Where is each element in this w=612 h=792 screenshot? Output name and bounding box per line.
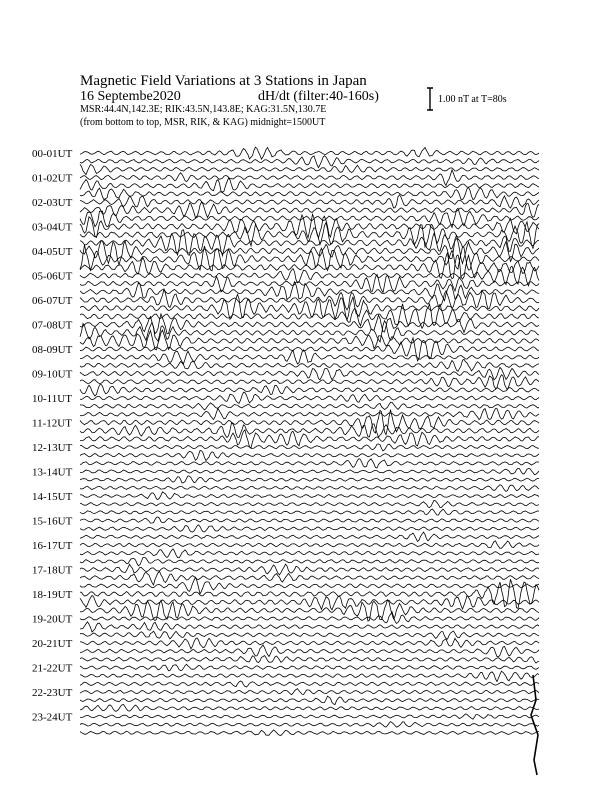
hour-label: 07-08UT [32,319,73,332]
trace-rik [80,451,539,461]
hour-label: 15-16UT [32,515,73,528]
trace-kag [80,681,539,687]
trace-rik [80,596,539,610]
trace-kag [80,705,539,712]
date-month: 16 Septembe [80,89,153,104]
trace-rik [80,696,539,705]
trace-msr [80,612,539,624]
trace-rik [80,245,539,271]
trace-kag [80,577,539,594]
trace-kag [80,164,539,174]
date-year: 2020 [152,89,181,104]
trace-kag [80,631,539,639]
trace-rik [80,156,539,168]
trace-kag [80,509,539,515]
trace-kag [80,485,539,492]
hour-label: 03-04UT [32,221,73,234]
trace-msr [80,410,539,435]
spike-trace [531,675,538,775]
trace-msr [80,338,539,361]
hour-label: 13-14UT [32,466,73,479]
hour-label: 16-17UT [32,540,73,552]
mode-label: dH/dt (filter:40-160s) [258,89,379,104]
trace-kag [80,408,539,419]
trace-rik [80,549,539,558]
trace-kag [80,282,539,301]
order-label: (from bottom to top, MSR, RIK, & KAG) midnight=1500UT [80,117,326,128]
hour-label: 00-01UT [32,148,73,160]
hour-label: 23-24UT [32,711,73,724]
hour-label: 06-07UT [32,295,73,307]
trace-msr [80,147,539,159]
scale-bar [427,88,433,110]
trace-rik [80,500,539,507]
hour-label: 20-21UT [32,638,73,650]
hour-label: 22-23UT [32,687,73,699]
trace-rik [80,722,539,728]
trace-msr [80,468,539,474]
hour-label: 04-05UT [32,246,73,258]
hour-label: 12-13UT [32,442,73,454]
trace-msr [80,214,539,238]
trace-rik [80,525,539,532]
hour-label: 10-11UT [32,393,72,405]
trace-rik [80,423,539,438]
hour-label: 21-22UT [32,662,73,675]
hour-label: 01-02UT [32,172,73,185]
hour-label: 11-12UT [32,417,72,430]
trace-kag [80,188,539,200]
trace-rik [80,622,539,632]
trace-msr [80,714,539,719]
trace-msr [80,517,539,523]
scale-bar-label: 1.00 nT at T=80s [438,94,507,105]
trace-rik [80,202,539,218]
trace-rik [80,645,539,657]
trace-msr [80,367,539,380]
trace-kag [80,252,539,279]
trace-kag [80,230,539,256]
trace-rik [80,402,539,410]
trace-kag [80,532,539,541]
trace-msr [80,541,539,548]
hour-label: 19-20UT [32,613,73,626]
chart-title: Magnetic Field Variations at 3 Stations in Japan [80,73,367,89]
hour-label: 09-10UT [32,368,73,381]
trace-msr [80,195,539,208]
trace-kag [80,330,539,350]
trace-kag [80,656,539,664]
trace-msr [80,638,539,649]
trace-kag [80,359,539,371]
hour-label: 17-18UT [32,564,73,577]
trace-msr [80,392,539,403]
trace-rik [80,671,539,681]
trace-msr [80,444,539,451]
trace-msr [80,492,539,500]
trace-kag [80,730,539,736]
hour-label: 08-09UT [32,344,73,356]
trace-msr [80,664,539,671]
trace-rik [80,571,539,585]
trace-msr [80,564,539,575]
hour-label: 05-06UT [32,270,73,283]
hour-label: 14-15UT [32,491,73,503]
trace-rik [80,476,539,483]
trace-kag [80,459,539,468]
stations-label: MSR:44.4N,142.3E; RIK:43.5N,143.8E; KAG:31.5N,130.7E [80,104,327,115]
trace-kag [80,558,539,566]
hour-label: 02-03UT [32,197,73,209]
trace-msr [80,689,539,695]
hour-label: 18-19UT [32,589,73,601]
trace-rik [80,350,539,364]
trace-msr [80,170,539,186]
trace-kag [80,384,539,396]
trace-rik [80,321,539,342]
trace-rik [80,222,539,249]
